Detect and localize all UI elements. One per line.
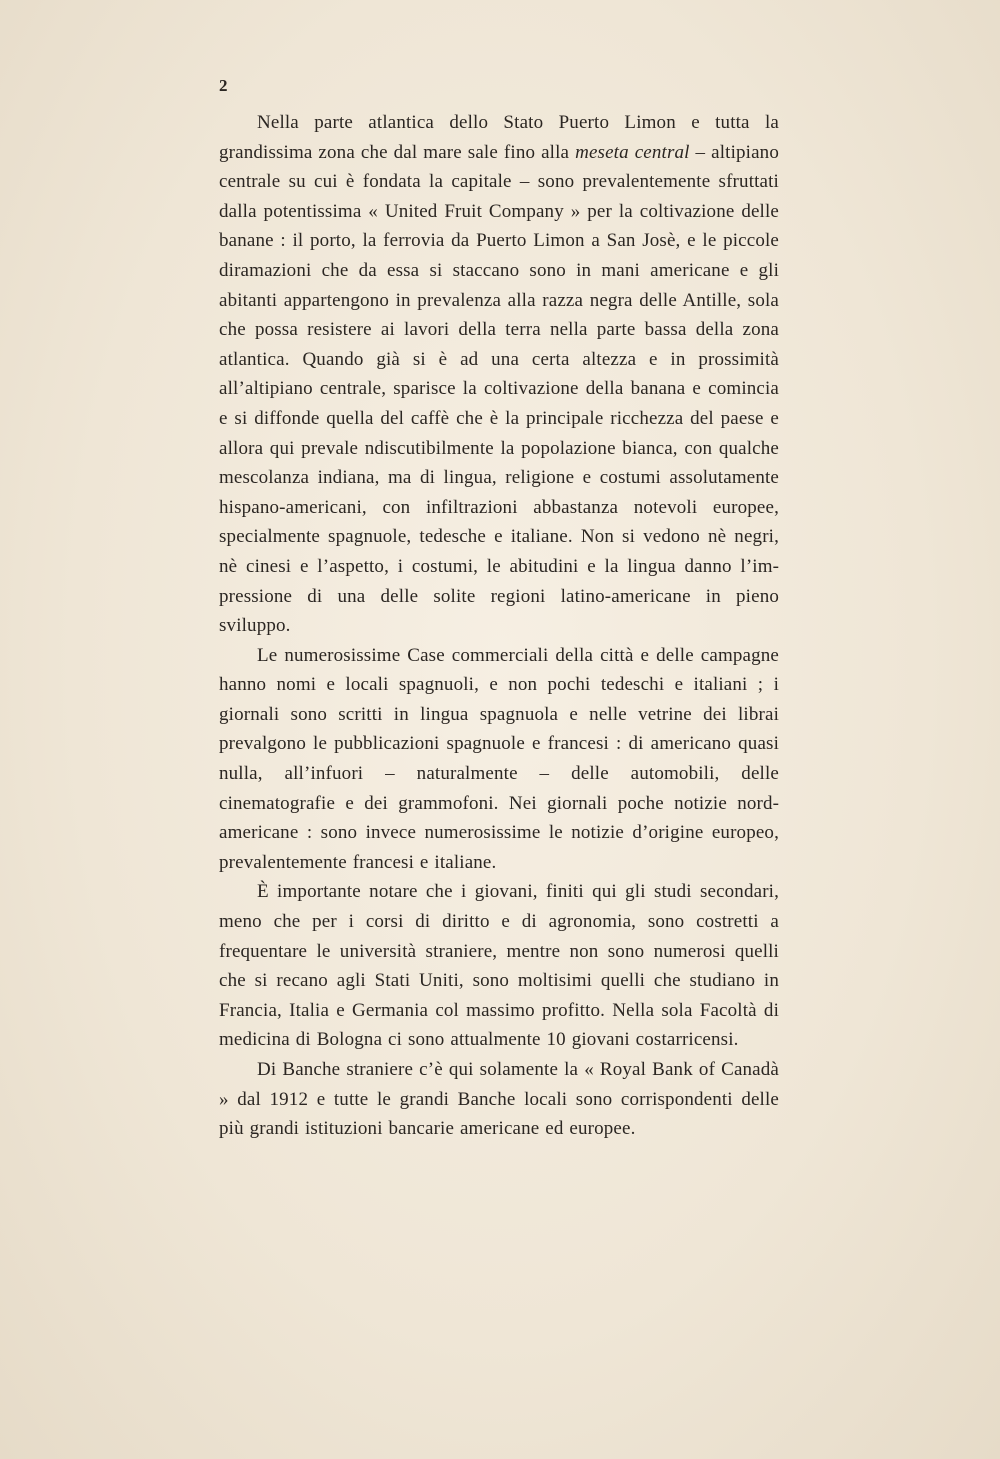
- body-text: [219, 108, 779, 1144]
- paragraph-2: Le numerosissime Case commerciali della città e delle campagne hanno nomi e locali spagnuoli, e non pochi tedeschi e italiani ; i giornali sono scritti in lingua spagnuola e nelle vetrine dei librai prevalgono le pubblicazioni spagnuole e francesi : di americano quasi nulla, all’infuori – naturalmente – delle automobili, delle cinematografie e dei grammofoni. Nei giornali poche notizie nordamericane : sono invece numerosissime le notizie d’origine europeo, prevalentemente francesi e italiane.: [219, 644, 779, 873]
- paragraph-1-text-rest: – altipiano centrale su cui è fondata la capitale – sono prevalentemente sfruttati dalla potentissima « United Fruit Company » per la coltivazione delle banane : il porto, la ferrovia da Puerto Limon a San Josè, e le piccole diramazioni che da essa si staccano sono in mani americane e gli abitanti appartengono in prevalenza alla razza negra delle Antille, sola che possa resistere ai lavori della terra nella parte bassa della zona atlantica. Quando già si è ad una certa altezza e in prossimità all’altipiano centrale, sparisce la coltivazione della banana e comincia e si diffonde quella del caffè che è la principale ricchezza del paese e allora qui prevale ndiscutibilmente la popolazione bianca, con qualche mescolanza indiana, ma di lingua, religione e costumi assolutamente hispano-americani, con infiltrazioni abbastanza notevoli europee, specialmente spagnuole, tedesche e italiane. Non si vedono nè negri, nè cinesi e l’aspetto, i costumi, le abitudini e la lingua danno l’impressione di una delle solite regioni latino-americane in pieno sviluppo.: [219, 141, 779, 637]
- paragraph-1: [219, 108, 779, 641]
- paragraph-3: È importante notare che i giovani, finiti qui gli studi secondari, meno che per i corsi di diritto e di agronomia, sono costretti a frequentare le università straniere, mentre non sono numerosi quelli che si recano agli Stati Uniti, sono moltisimi quelli che studiano in Francia, Italia e Germania col massimo profitto. Nella sola Facoltà di medicina di Bologna ci sono attualmente 10 giovani costarricensi.: [219, 881, 779, 1051]
- page-number: 2: [219, 76, 228, 95]
- italic-term-meseta-central: meseta central: [575, 141, 690, 163]
- paragraph-1-text-start: Nella parte atlantica dello Stato Puerto Limon e tutta la grandissima zona che dal mare sale fino alla: [219, 112, 779, 163]
- paragraph-4: Di Banche straniere c’è qui solamente la « Royal Bank of Canadà » dal 1912 e tutte le grandi Banche locali sono corrispondenti delle più grandi istituzioni bancarie americane ed europee.: [219, 1059, 779, 1140]
